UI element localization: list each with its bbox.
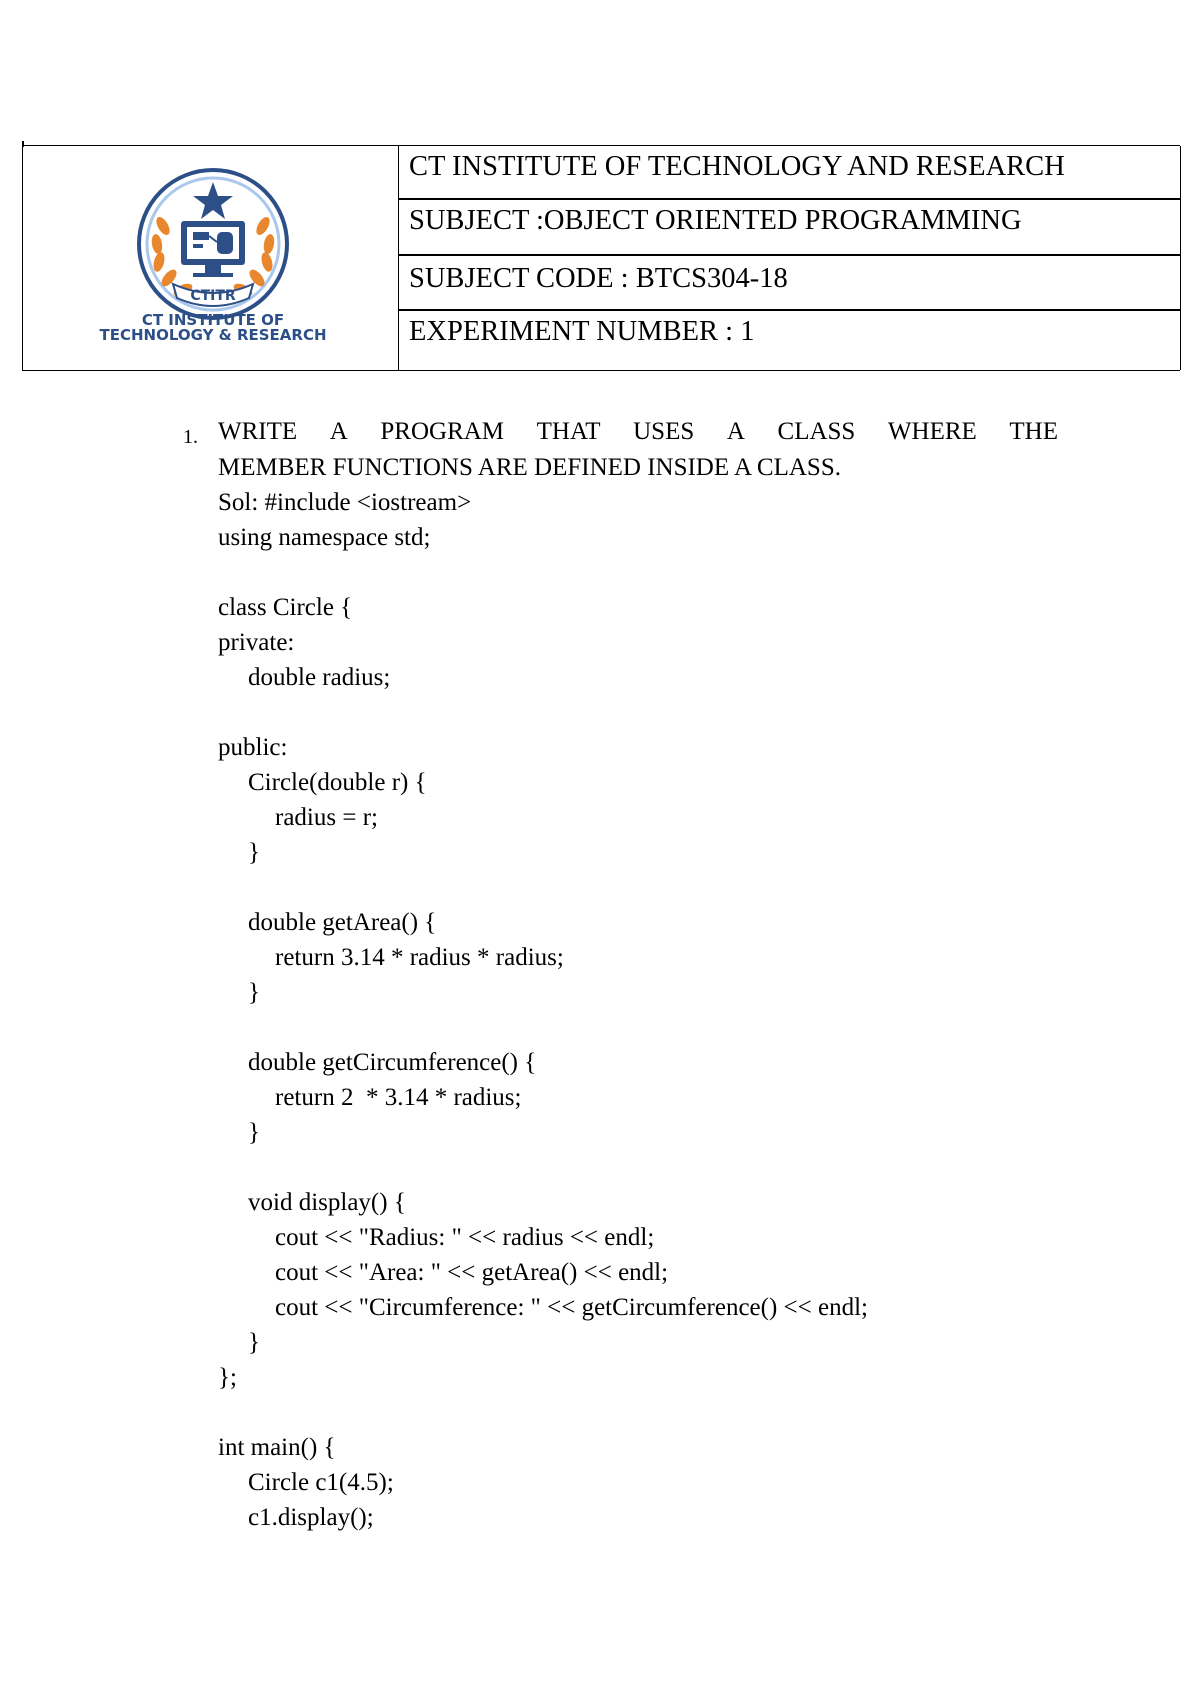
question-word: THE (1009, 418, 1058, 445)
code-line: } (248, 1329, 260, 1356)
logo-badge-text: CTITR (190, 288, 236, 304)
code-line: cout << "Circumference: " << getCircumference() << endl; (275, 1294, 868, 1321)
code-line: using namespace std; (218, 524, 431, 551)
code-line: public: (218, 734, 288, 761)
code-line: Circle c1(4.5); (248, 1469, 394, 1496)
code-line: } (248, 979, 260, 1006)
row-divider (399, 198, 1180, 200)
logo-caption-line1: CT INSTITUTE OF (141, 311, 285, 329)
question-word: CLASS (777, 418, 856, 445)
question-line-1 (218, 419, 1058, 444)
question-word: A (726, 418, 745, 445)
ctitr-logo-emblem (123, 166, 303, 326)
question-word: WRITE (218, 418, 298, 445)
row-divider (399, 309, 1180, 311)
code-line: Sol: #include <iostream> (218, 489, 472, 516)
experiment-number: EXPERIMENT NUMBER : 1 (409, 316, 755, 347)
code-line: cout << "Area: " << getArea() << endl; (275, 1259, 669, 1286)
code-line: class Circle { (218, 594, 353, 621)
subject-name: SUBJECT :OBJECT ORIENTED PROGRAMMING (409, 205, 1022, 236)
code-line: double getCircumference() { (248, 1049, 537, 1076)
logo-caption-line2: TECHNOLOGY & RESEARCH (99, 326, 327, 344)
logo-cell (23, 146, 398, 370)
code-line: double radius; (248, 664, 391, 691)
code-line: }; (218, 1364, 237, 1391)
code-line: radius = r; (275, 804, 378, 831)
header-table (22, 145, 1180, 371)
code-line: int main() { (218, 1434, 336, 1461)
title-cell (398, 146, 1181, 370)
code-line: Circle(double r) { (248, 769, 427, 796)
code-line: cout << "Radius: " << radius << endl; (275, 1224, 655, 1251)
question-word: USES (633, 418, 695, 445)
question-line-2: MEMBER FUNCTIONS ARE DEFINED INSIDE A CLASS. (218, 454, 841, 481)
code-line: } (248, 839, 260, 866)
question-word: PROGRAM (380, 418, 505, 445)
question-number: 1. (183, 426, 198, 448)
code-line: void display() { (248, 1189, 406, 1216)
question-word: THAT (536, 418, 601, 445)
institute-name: CT INSTITUTE OF TECHNOLOGY AND RESEARCH (409, 151, 1065, 182)
code-line: return 3.14 * radius * radius; (275, 944, 564, 971)
code-line: double getArea() { (248, 909, 437, 936)
code-line: c1.display(); (248, 1504, 374, 1531)
code-line: } (248, 1119, 260, 1146)
question-word: WHERE (887, 418, 977, 445)
code-line: return 2 * 3.14 * radius; (275, 1084, 522, 1111)
row-divider (399, 254, 1180, 256)
code-line: private: (218, 629, 295, 656)
subject-code: SUBJECT CODE : BTCS304-18 (409, 263, 788, 294)
question-word: A (329, 418, 348, 445)
